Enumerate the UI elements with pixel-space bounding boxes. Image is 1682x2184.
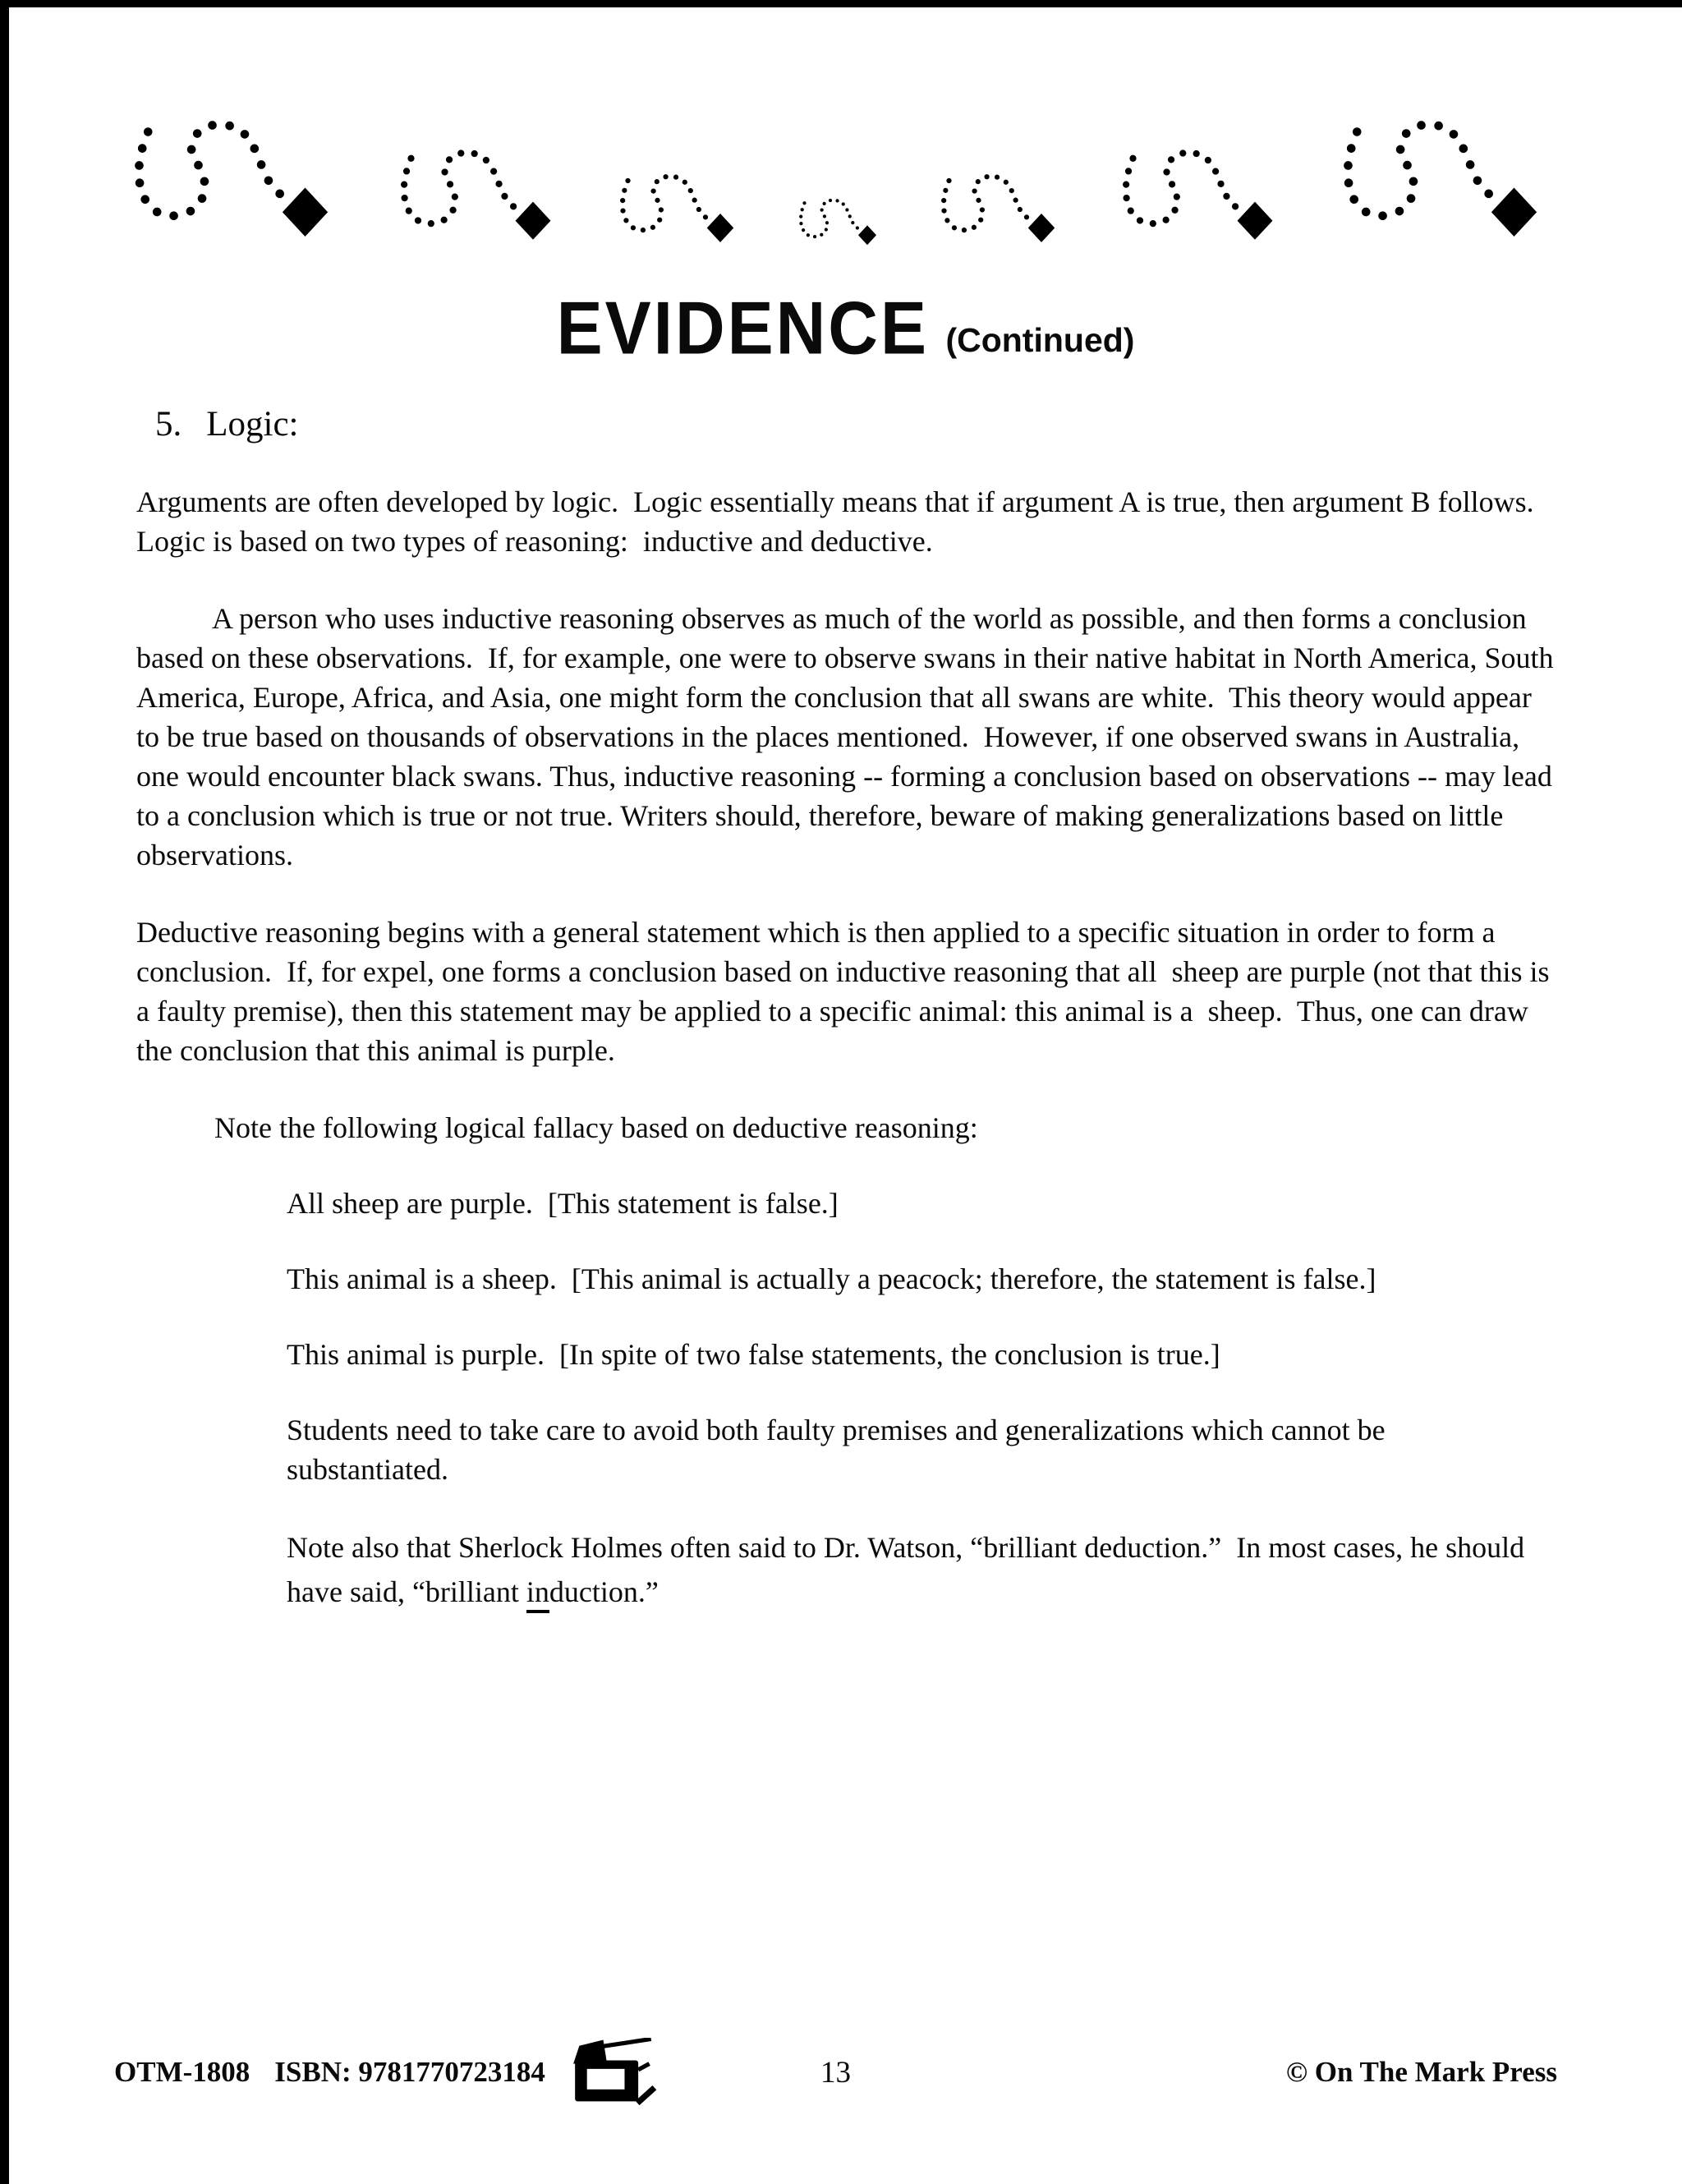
list-item-sherlock-note bbox=[287, 1525, 1554, 1614]
dotted-swirl-diamond-ornament bbox=[398, 142, 560, 251]
isbn-text: ISBN: 9781770723184 bbox=[274, 2056, 545, 2088]
fallacy-list bbox=[287, 1184, 1554, 1614]
dotted-swirl-diamond-ornament bbox=[1340, 111, 1549, 251]
dotted-swirl-diamond-ornament bbox=[797, 195, 881, 251]
list-item-conclusion: This animal is purple. [In spite of two false statements, the conclusion is true.] bbox=[287, 1338, 1220, 1371]
copyright-notice: © On The Mark Press bbox=[1285, 2056, 1557, 2088]
diamond-icon bbox=[1028, 214, 1055, 242]
footer-left bbox=[114, 2038, 779, 2107]
dotted-swirl-diamond-ornament bbox=[618, 168, 741, 251]
list-item-premise-2: This animal is a sheep. [This animal is actually a peacock; therefore, the statement is false.] bbox=[287, 1262, 1376, 1295]
product-code: OTM-1808 bbox=[114, 2056, 250, 2088]
paragraph-deductive-reasoning: Deductive reasoning begins with a general statement which is then applied to a specific situation in order to form a conclusion. If, for expel, one forms a conclusion based on inductive reasoning that all sheep are purple (not that this is a faulty premise), then this statement may be applied to a specific animal: this animal is a sheep. Thus, one can draw the conclusion that this animal is purple. bbox=[136, 916, 1557, 1067]
decorative-border bbox=[131, 121, 1549, 251]
page-footer bbox=[9, 2038, 1682, 2107]
copier-icon bbox=[572, 2038, 657, 2107]
list-item-premise-1: All sheep are purple. [This statement is false.] bbox=[287, 1187, 839, 1220]
section-label: Logic: bbox=[206, 405, 299, 444]
sherlock-text-before: Note also that Sherlock Holmes often said to Dr. Watson, “brilliant deduction.” In most cases, he should have said, “brilliant bbox=[287, 1531, 1533, 1608]
diamond-icon bbox=[283, 188, 328, 237]
page-number: 13 bbox=[820, 2055, 851, 2090]
list-item-students-note: Students need to take care to avoid both faulty premises and generalizations which cannot be substantiated. bbox=[287, 1414, 1393, 1486]
diamond-icon bbox=[515, 202, 550, 240]
dotted-swirl-diamond-ornament bbox=[939, 168, 1062, 251]
diamond-icon bbox=[1238, 202, 1273, 240]
diamond-icon bbox=[1491, 188, 1537, 237]
diamond-icon bbox=[858, 225, 876, 245]
page-title bbox=[9, 288, 1682, 368]
page-content bbox=[136, 482, 1560, 1614]
dotted-swirl-diamond-ornament bbox=[1119, 142, 1282, 251]
fallacy-note-intro: Note the following logical fallacy based on deductive reasoning: bbox=[214, 1111, 978, 1144]
section-heading bbox=[155, 404, 1682, 444]
paragraph-inductive-reasoning: A person who uses inductive reasoning observes as much of the world as possible, and then forms a conclusion based on these observations. If, for example, one were to observe swans in their native habitat in North America, South America, Europe, Africa, and Asia, one might form the conclusion that all swans are white. This theory would appear to be true based on thousands of observations in the places mentioned. However, if one observed swans in Australia, one would encounter black swans. Thus, inductive reasoning -- forming a conclusion based on observations -- may lead to a conclusion which is true or not true. Writers should, therefore, beware of making generalizations based on little observations. bbox=[136, 602, 1560, 871]
section-number: 5. bbox=[155, 405, 182, 444]
paragraph-logic-intro: Arguments are often developed by logic. Logic essentially means that if argument A is true, then argument B follows. Logic is based on two types of reasoning: inductive and deductive. bbox=[136, 485, 1549, 558]
title-continued: (Continued) bbox=[945, 321, 1135, 359]
sherlock-text-after: duction.” bbox=[549, 1575, 659, 1608]
underlined-in-syllable: in bbox=[526, 1575, 549, 1613]
dotted-swirl-diamond-ornament bbox=[131, 111, 340, 251]
diamond-icon bbox=[706, 214, 733, 242]
title-text: EVIDENCE bbox=[556, 286, 929, 370]
